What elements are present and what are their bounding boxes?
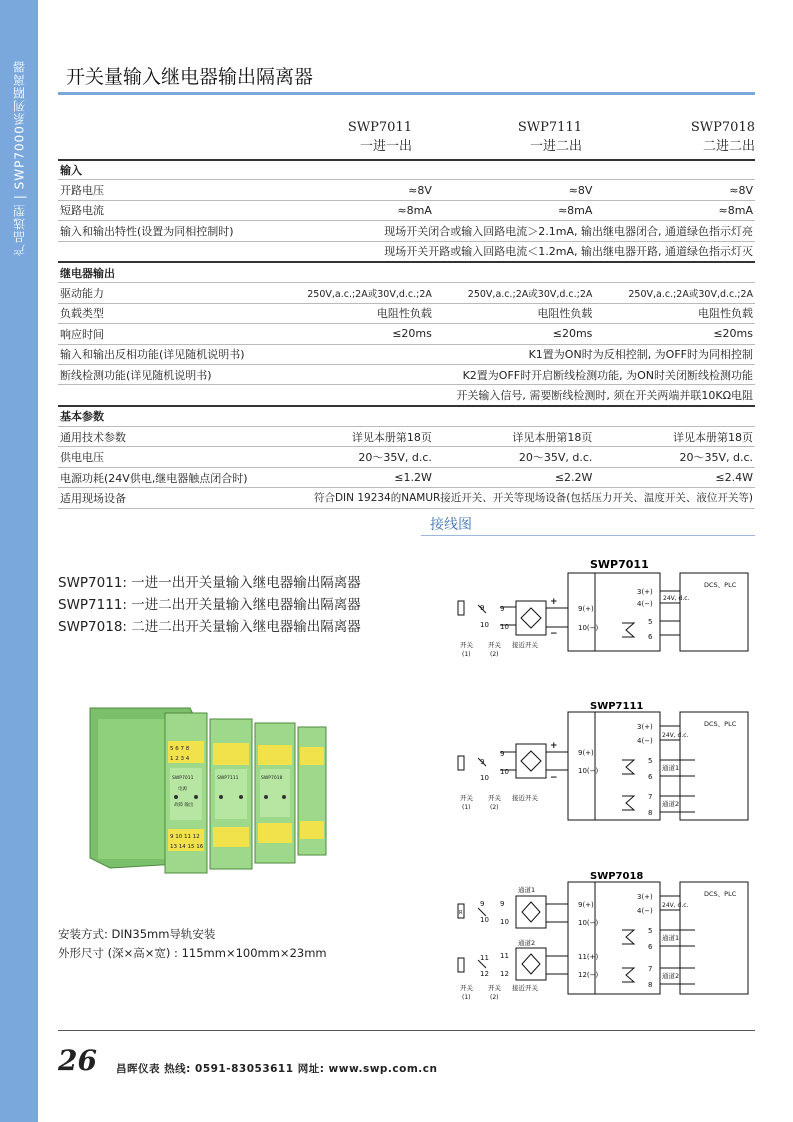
svg-text:接近开关: 接近开关 xyxy=(512,984,538,992)
table-row: 响应时间 ≤20ms ≤20ms ≤20ms xyxy=(58,324,755,344)
svg-text:10(−): 10(−) xyxy=(578,624,599,632)
svg-text:8: 8 xyxy=(648,809,653,817)
svg-text:6: 6 xyxy=(648,943,653,951)
svg-text:DCS、PLC: DCS、PLC xyxy=(704,581,737,589)
svg-text:12(−): 12(−) xyxy=(578,971,599,979)
model-3: SWP7018 二进二出 xyxy=(690,120,755,154)
svg-text:−: − xyxy=(550,773,558,783)
table-row: 适用现场设备 符合DIN 19234的NAMUR接近开关、开关等现场设备(包括压力开关、温度开关、液位开关等) xyxy=(58,488,755,508)
svg-text:SWP7111: SWP7111 xyxy=(217,776,239,781)
svg-text:9: 9 xyxy=(500,750,505,758)
svg-text:24V, d.c.: 24V, d.c. xyxy=(662,902,689,909)
svg-text:DCS、PLC: DCS、PLC xyxy=(704,890,737,898)
svg-text:+: + xyxy=(550,597,558,607)
table-row: 现场开关开路或输入回路电流＜1.2mA, 输出继电器开路, 通道绿色指示灯灭 xyxy=(58,241,755,262)
svg-text:10(−): 10(−) xyxy=(578,767,599,775)
svg-text:24V, d.c.: 24V, d.c. xyxy=(662,732,689,739)
svg-text:4(−): 4(−) xyxy=(637,737,653,745)
table-row: 输入和输出特性(设置为同相控制时) 现场开关闭合或输入回路电流＞2.1mA, 输出继电器闭合, 通道绿色指示灯亮 xyxy=(58,221,755,241)
svg-text:5: 5 xyxy=(648,927,653,935)
section-input: 输入 xyxy=(58,160,755,180)
section-relay: 继电器输出 xyxy=(58,262,755,283)
svg-text:10: 10 xyxy=(480,774,489,782)
svg-text:5 6 7 8: 5 6 7 8 xyxy=(170,746,190,752)
svg-text:(2): (2) xyxy=(490,651,499,658)
svg-text:通道2: 通道2 xyxy=(518,939,536,947)
svg-text:开关: 开关 xyxy=(460,794,473,802)
svg-text:接近开关: 接近开关 xyxy=(512,641,538,649)
svg-text:(1): (1) xyxy=(462,804,471,811)
svg-text:11(+): 11(+) xyxy=(578,953,599,961)
svg-text:6: 6 xyxy=(648,633,653,641)
wiring-diagram-swp7011 xyxy=(440,555,760,665)
wiring-title: 接线图 xyxy=(430,517,472,533)
svg-text:10: 10 xyxy=(500,768,509,776)
svg-text:通道2: 通道2 xyxy=(662,800,680,808)
sidebar xyxy=(0,0,38,1122)
svg-text:接近开关: 接近开关 xyxy=(512,794,538,802)
svg-text:SWP7011: SWP7011 xyxy=(172,776,194,781)
table-row: 断线检测功能(详见随机说明书) K2置为OFF时开启断线检测功能, 为ON时关闭断线检测功能 xyxy=(58,364,755,384)
module-3 xyxy=(255,723,295,863)
svg-text:9: 9 xyxy=(500,605,505,613)
install-size: 外形尺寸 (深×高×宽) : 115mm×100mm×23mm xyxy=(58,946,327,960)
svg-text:9(+): 9(+) xyxy=(578,749,594,757)
svg-text:开关: 开关 xyxy=(488,984,501,992)
svg-text:10: 10 xyxy=(500,918,509,926)
svg-text:10: 10 xyxy=(480,621,489,629)
svg-text:开关: 开关 xyxy=(488,641,501,649)
svg-text:7: 7 xyxy=(648,965,653,973)
svg-text:9(+): 9(+) xyxy=(578,605,594,613)
svg-text:−: − xyxy=(550,629,558,639)
svg-text:(2): (2) xyxy=(490,994,499,1001)
spec-table xyxy=(58,160,755,509)
install-mount: 安装方式: DIN35mm导轨安装 xyxy=(58,927,216,941)
svg-text:开关: 开关 xyxy=(488,794,501,802)
model-1: SWP7011 一进一出 xyxy=(347,120,412,154)
table-row: 电源功耗(24V供电,继电器触点闭合时) ≤1.2W ≤2.2W ≤2.4W xyxy=(58,467,755,487)
page-number: 26 xyxy=(58,1044,97,1077)
section-basic: 基本参数 xyxy=(58,406,755,427)
svg-text:6: 6 xyxy=(648,773,653,781)
svg-text:11: 11 xyxy=(500,952,509,960)
footer-text: 昌晖仪表 热线: 0591-83053611 网址: www.swp.com.cn xyxy=(116,1063,438,1075)
desc-line: SWP7011: 一进一出开关量输入继电器输出隔离器 xyxy=(58,575,361,591)
svg-text:通道1: 通道1 xyxy=(662,764,680,772)
svg-text:13 14 15 16: 13 14 15 16 xyxy=(170,844,204,850)
svg-text:(1): (1) xyxy=(462,651,471,658)
svg-text:8: 8 xyxy=(648,981,653,989)
table-row: 供电电压 20～35V, d.c. 20～35V, d.c. 20～35V, d.c. xyxy=(58,447,755,467)
svg-text:SWP7018: SWP7018 xyxy=(261,776,283,781)
page-title: 开关量输入继电器输出隔离器 xyxy=(66,66,314,88)
svg-text:R: R xyxy=(459,910,463,916)
svg-text:10(−): 10(−) xyxy=(578,919,599,927)
svg-text:9: 9 xyxy=(500,900,505,908)
table-row: 负载类型 电阻性负载 电阻性负载 电阻性负载 xyxy=(58,303,755,323)
svg-text:SWP7111: SWP7111 xyxy=(590,701,644,712)
svg-text:SWP7018: SWP7018 xyxy=(590,871,644,882)
svg-text:1 2 3 4: 1 2 3 4 xyxy=(170,756,190,762)
sidebar-text: 产品选型 | SWP7000系列隔离器 xyxy=(12,60,27,256)
wiring-diagram-swp7111 xyxy=(440,700,760,830)
product-photo xyxy=(70,693,330,883)
svg-text:9: 9 xyxy=(480,758,485,766)
svg-text:10: 10 xyxy=(480,916,489,924)
module-4 xyxy=(298,727,326,855)
svg-text:DCS、PLC: DCS、PLC xyxy=(704,720,737,728)
svg-text:(1): (1) xyxy=(462,994,471,1001)
install-info xyxy=(58,925,327,963)
table-row: 驱动能力 250V,a.c.;2A或30V,d.c.;2A 250V,a.c.;2A或30V,d.c.;2A 250V,a.c.;2A或30V,d.c.;2A xyxy=(58,283,755,303)
desc-line: SWP7111: 一进二出开关量输入继电器输出隔离器 xyxy=(58,597,361,613)
svg-text:9: 9 xyxy=(480,900,485,908)
wiring-diagram-swp7018 xyxy=(440,868,760,1008)
table-row: 输入和输出反相功能(详见随机说明书) K1置为ON时为反相控制, 为OFF时为同相控制 xyxy=(58,344,755,364)
desc-line: SWP7018: 二进二出开关量输入继电器输出隔离器 xyxy=(58,619,361,635)
svg-text:5: 5 xyxy=(648,618,653,626)
svg-text:11: 11 xyxy=(480,954,489,962)
model-descriptions xyxy=(58,572,361,638)
svg-text:4(−): 4(−) xyxy=(637,600,653,608)
svg-text:3(+): 3(+) xyxy=(637,723,653,731)
svg-text:24V, d.c.: 24V, d.c. xyxy=(663,595,690,602)
model-2: SWP7111 一进二出 xyxy=(517,120,582,154)
svg-text:SWP7011: SWP7011 xyxy=(590,558,649,571)
svg-text:故障 输出: 故障 输出 xyxy=(174,803,194,808)
table-row: 短路电流 ≈8mA ≈8mA ≈8mA xyxy=(58,200,755,220)
svg-text:开关: 开关 xyxy=(460,641,473,649)
table-row: 通用技术参数 详见本册第18页 详见本册第18页 详见本册第18页 xyxy=(58,427,755,447)
svg-text:10: 10 xyxy=(500,623,509,631)
svg-text:3(+): 3(+) xyxy=(637,893,653,901)
svg-text:+: + xyxy=(550,741,558,751)
svg-text:通道1: 通道1 xyxy=(518,886,536,894)
svg-text:3(+): 3(+) xyxy=(637,588,653,596)
svg-text:通道1: 通道1 xyxy=(662,934,680,942)
footer-rule xyxy=(58,1030,755,1031)
svg-text:电源: 电源 xyxy=(178,787,187,792)
svg-text:12: 12 xyxy=(480,970,489,978)
svg-text:通道2: 通道2 xyxy=(662,972,680,980)
svg-text:7: 7 xyxy=(648,793,653,801)
wiring-rule xyxy=(421,535,755,536)
svg-text:9: 9 xyxy=(480,604,485,612)
svg-text:4(−): 4(−) xyxy=(637,907,653,915)
svg-text:9 10 11 12: 9 10 11 12 xyxy=(170,834,200,840)
module-2 xyxy=(210,719,252,869)
svg-text:开关: 开关 xyxy=(460,984,473,992)
svg-text:5: 5 xyxy=(648,757,653,765)
table-row: 开路电压 ≈8V ≈8V ≈8V xyxy=(58,180,755,200)
table-row: 开关输入信号, 需要断线检测时, 须在开关两端并联10KΩ电阻 xyxy=(58,385,755,406)
title-rule xyxy=(58,92,755,95)
svg-text:12: 12 xyxy=(500,970,509,978)
svg-text:(2): (2) xyxy=(490,804,499,811)
svg-text:9(+): 9(+) xyxy=(578,901,594,909)
